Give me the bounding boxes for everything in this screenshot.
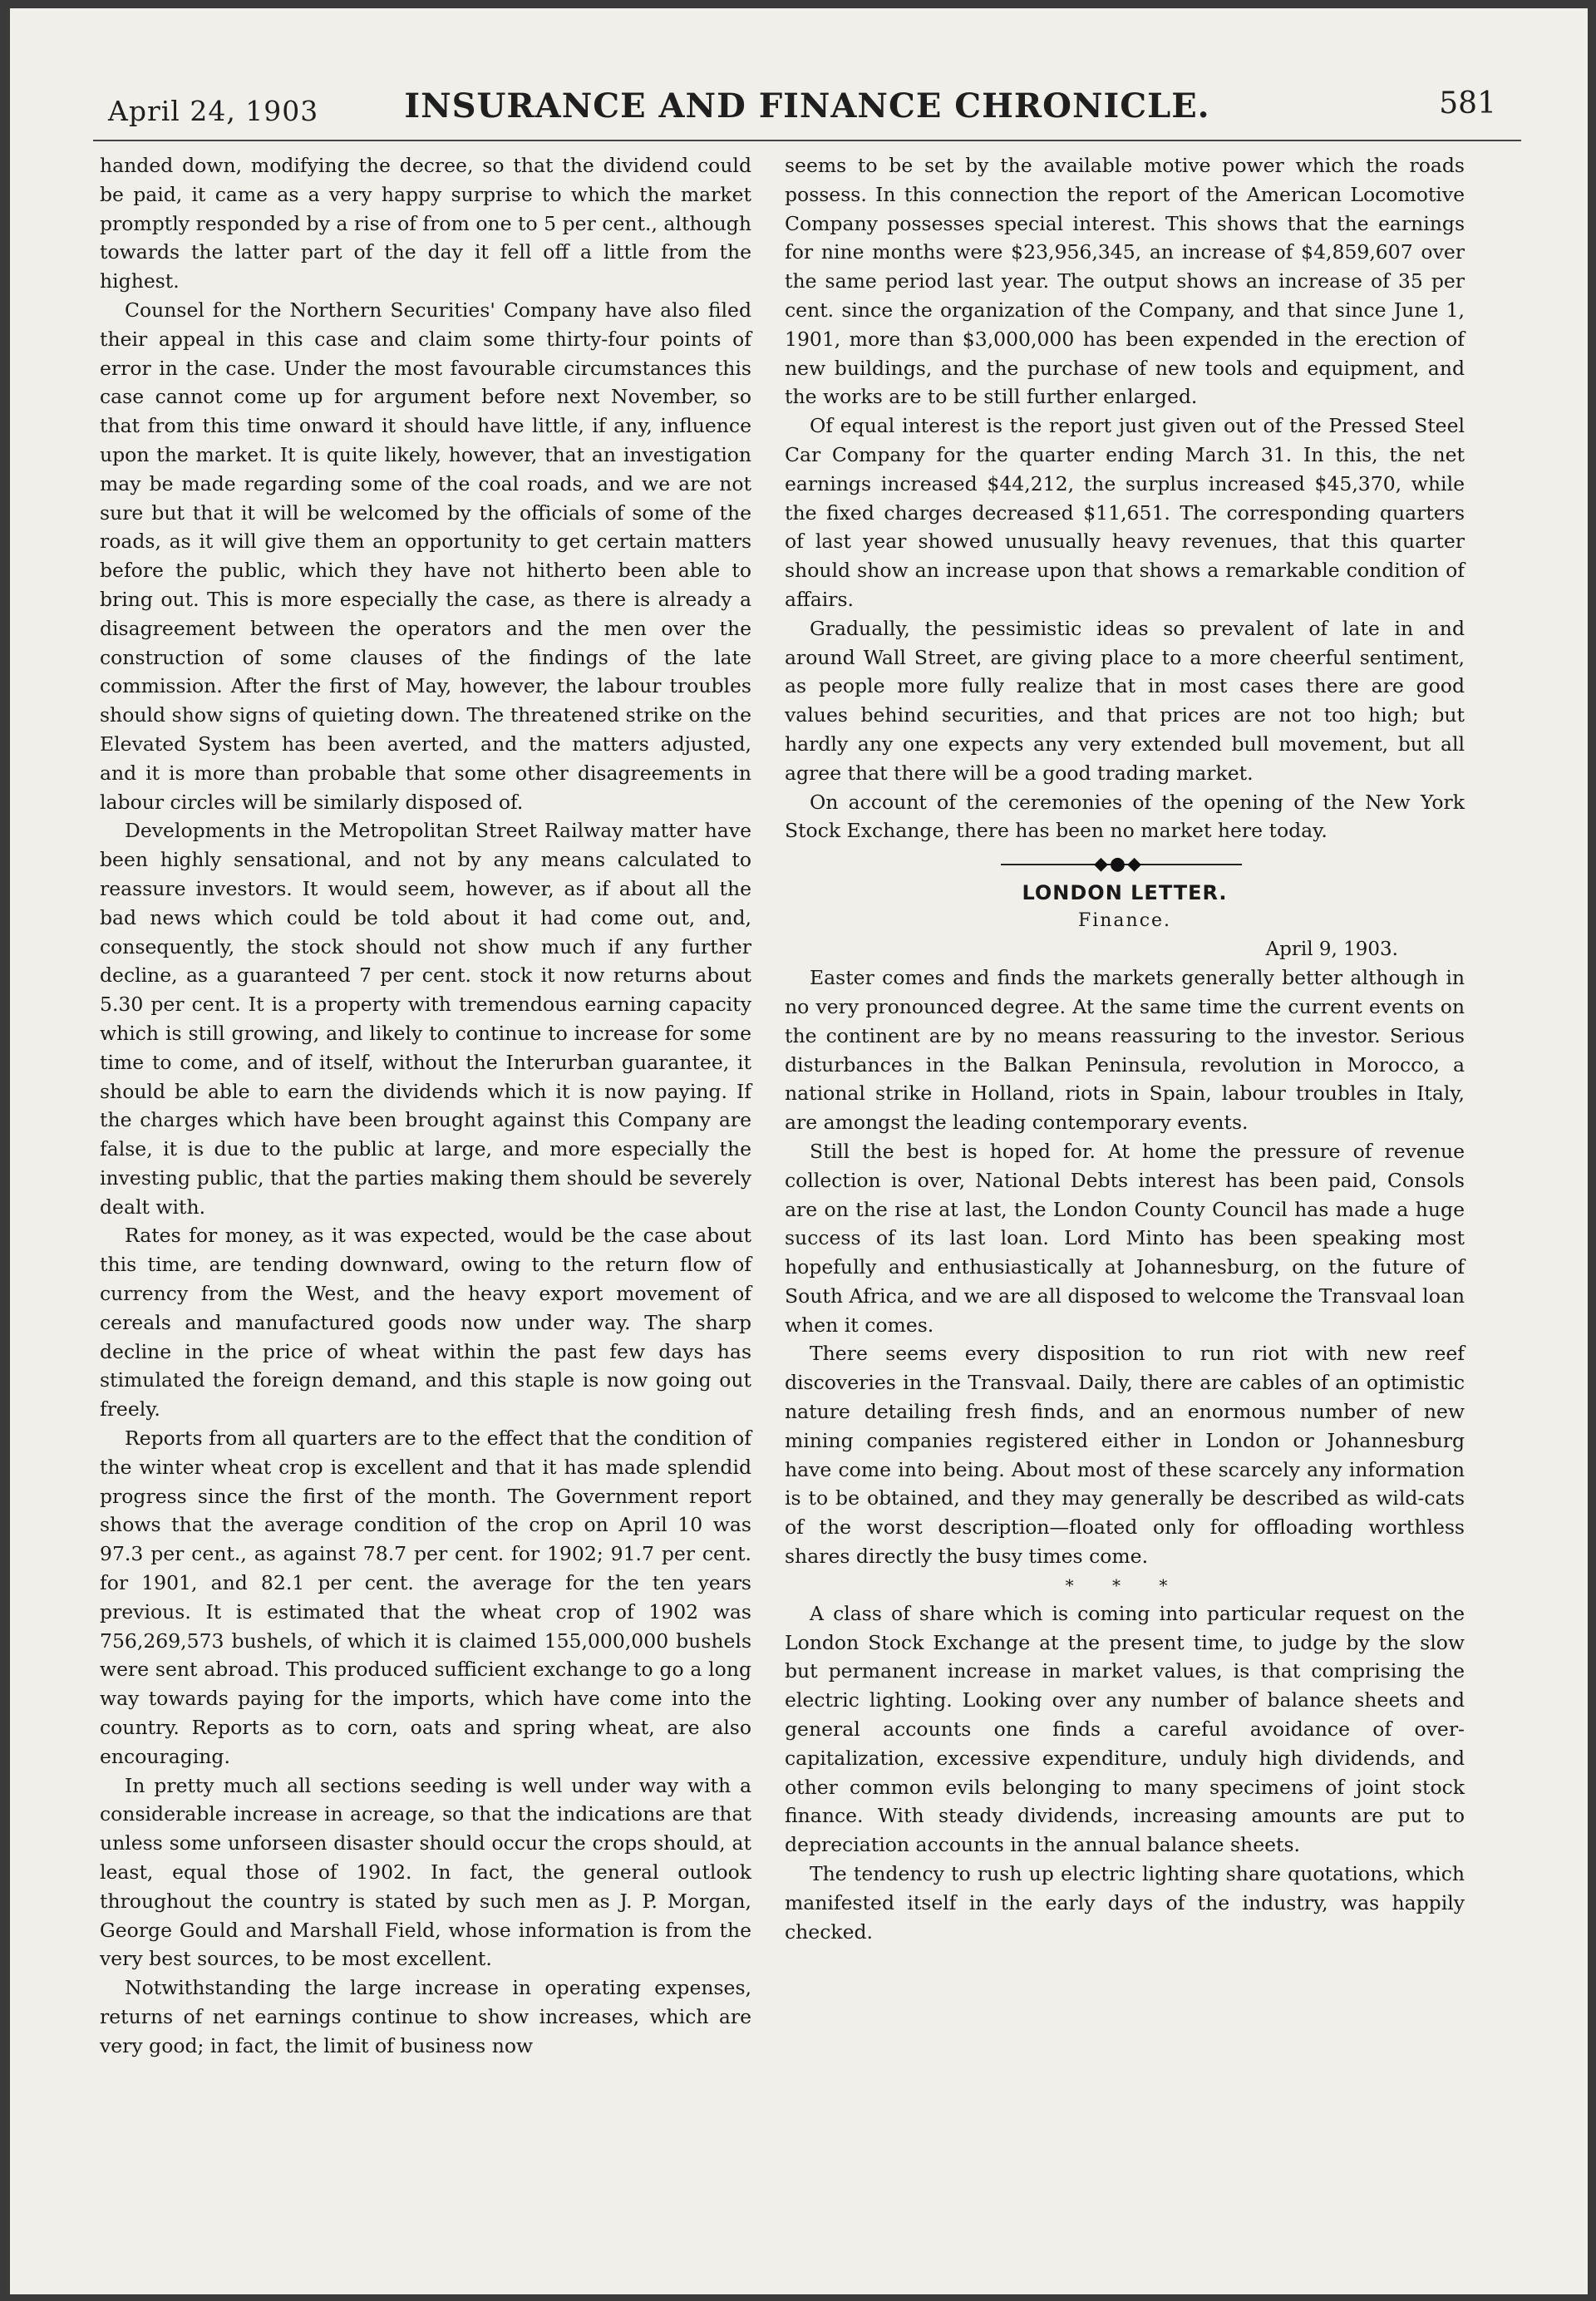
paragraph: Developments in the Metropolitan Street Railway matter have been highly sensational, and not by any means calculated to reassure investors. It would seem, however, as if about all the bad news which could be told about it had come out, and, consequently, the stock should not show much if any further decline, as a guaranteed 7 per cent. stock it now returns about 5.30 per cent. It is a property with tremendous earning capacity which is still growing, and likely to continue to increase for some time to come, and of itself, without the Interurban guarantee, it should be able to earn the dividends which it is now paying. If the charges which have been brought against this Company are false, it is due to the public at large, and more especially the investing public, that the parties making them should be severely dealt with. (100, 819, 751, 1219)
paragraph: There seems every disposition to run riot with new reef discoveries in the Transvaal. Daily, there are cables of an optimistic nature detailing fresh finds, and an enormous number of new mining companies registered either in London or Johannesburg have come into being. About most of these scarcely any information is to be obtained, and they may generally be described as wild-cats of the worst description—floated only for offloading worthless shares directly the busy times come. (785, 1342, 1465, 1569)
section-heading: LONDON LETTER. (1022, 881, 1228, 905)
section-divider (785, 854, 1465, 875)
paragraph: On account of the ceremonies of the opening of the New York Stock Exchange, there has been no market here today. (785, 790, 1465, 843)
paragraph: In pretty much all sections seeding is well under way with a considerable increase in acreage, so that the indications are that unless some unforseen disaster should occur the crops should, at least, equal those of 1902. In fact, the general outlook throughout the country is stated by such men as J. P. Morgan, George Gould and Marshall Field, whose information is from the very best sources, to be most excellent. (100, 1773, 751, 1971)
page-number: 581 (1439, 86, 1496, 121)
newspaper-page (10, 8, 1588, 2294)
paragraph: Rates for money, as it was expected, would be the case about this time, are tending downward, owing to the return flow of currency from the West, and the heavy export movement of cereals and manufactured goods now under way. The sharp decline in the price of wheat within the past few days has stimulated the foreign demand, and this staple is now going out freely. (100, 1224, 751, 1421)
letter-date: April 9, 1903. (1265, 939, 1398, 961)
paragraph: handed down, modifying the decree, so that the dividend could be paid, it came as a very happy surprise to which the market promptly responded by a rise of from one to 5 per cent., although towards the latter part of the day it fell off a little from the highest. (100, 154, 751, 293)
paragraph: seems to be set by the available motive power which the roads possess. In this connection the report of the American Locomotive Company possesses special interest. This shows that the earnings for nine months were $23,956,345, an increase of $4,859,607 over the same period last year. The output shows an increase of 35 per cent. since the organization of the Company, and that since June 1, 1901, more than $3,000,000 has been expended in the erection of new buildings, and the purchase of new tools and equipment, and the works are to be still further enlarged. (785, 154, 1465, 409)
paragraph: Of equal interest is the report just given out of the Pressed Steel Car Company for the quarter ending March 31. In this, the net earnings increased $44,212, the surplus increased $45,370, while the fixed charges decreased $11,651. The corresponding quarters of last year showed unusually heavy revenues, that this quarter should show an increase upon that shows a remarkable condition of affairs. (785, 414, 1465, 611)
paragraph: A class of share which is coming into particular request on the London Stock Exchange at the present time, to judge by the slow but permanent increase in market values, is that comprising the electric lighting. Looking over any number of balance sheets and general accounts one finds a careful avoidance of over-capitalization, excessive expenditure, unduly high dividends, and other common evils belonging to many specimens of joint stock finance. With steady dividends, increasing amounts are put to depreciation accounts in the annual balance sheets. (785, 1601, 1465, 1857)
paragraph: Notwithstanding the large increase in operating expenses, returns of net earnings continue to show increases, which are very good; in fact, the limit of business now (100, 1976, 751, 2057)
page-header (93, 83, 1521, 133)
left-column (100, 151, 751, 2061)
paragraph: Still the best is hoped for. At home the pressure of revenue collection is over, National Debts interest has been paid, Consols are on the rise at last, the London County Council has made a huge success of its last loan. Lord Minto has been speaking most hopefully and enthusiastically at Johannesburg, on the future of South Africa, and we are all disposed to welcome the Transvaal loan when it comes. (785, 1139, 1465, 1337)
paragraph: Easter comes and finds the markets generally better although in no very pronounced degree. At the same time the current events on the continent are by no means reassuring to the investor. Serious disturbances in the Balkan Peninsula, revolution in Morocco, a national strike in Holland, riots in Spain, labour troubles in Italy, are amongst the leading contemporary events. (785, 966, 1465, 1135)
paragraph: The tendency to rush up electric lighting share quotations, which manifested itself in the early days of the industry, was happily checked. (785, 1862, 1465, 1944)
header-rule (93, 140, 1521, 141)
divider-ornament-icon: ◆●◆ (1094, 854, 1144, 875)
paragraph: Reports from all quarters are to the effect that the condition of the winter wheat crop is excellent and that it has made splendid progress since the first of the month. The Government report shows that the average condition of the crop on April 10 was 97.3 per cent., as against 78.7 per cent. for 1902; 91.7 per cent. for 1901, and 82.1 per cent. the average for the ten years previous. It is estimated that the wheat crop of 1902 was 756,269,573 bushels, of which it is claimed 155,000,000 bushels were sent abroad. This produced sufficient exchange to go a long way towards paying for the imports, which have come into the country. Reports as to corn, oats and spring wheat, are also encouraging. (100, 1426, 751, 1768)
section-break-stars: * * * (1065, 1574, 1185, 1595)
publication-title: INSURANCE AND FINANCE CHRONICLE. (404, 86, 1210, 126)
paragraph: Counsel for the Northern Securities' Company have also filed their appeal in this case and claim some thirty-four points of error in the case. Under the most favourable circumstances this case cannot come up for argument before next November, so that from this time onward it should have little, if any, influence upon the market. It is quite likely, however, that an investigation may be made regarding some of the coal roads, and we are not sure but that it will be welcomed by the officials of some of the roads, as it will give them an opportunity to get certain matters before the public, which they have not hitherto been able to bring out. This is more especially the case, as there is already a disagreement between the operators and the men over the construction of some clauses of the findings of the late commission. After the first of May, however, the labour troubles should show signs of quieting down. The threatened strike on the Elevated System has been averted, and the matters adjusted, and it is more than probable that some other disagreements in labour circles will be similarly disposed of. (100, 298, 751, 814)
right-column (785, 151, 1465, 1946)
paragraph: Gradually, the pessimistic ideas so prevalent of late in and around Wall Street, are giving place to a more cheerful sentiment, as people more fully realize that in most cases there are good values behind securities, and that prices are not too high; but hardly any one expects any very extended bull movement, but all agree that there will be a good trading market. (785, 616, 1465, 785)
section-subheading: Finance. (1077, 910, 1172, 932)
issue-date: April 24, 1903 (108, 95, 319, 127)
